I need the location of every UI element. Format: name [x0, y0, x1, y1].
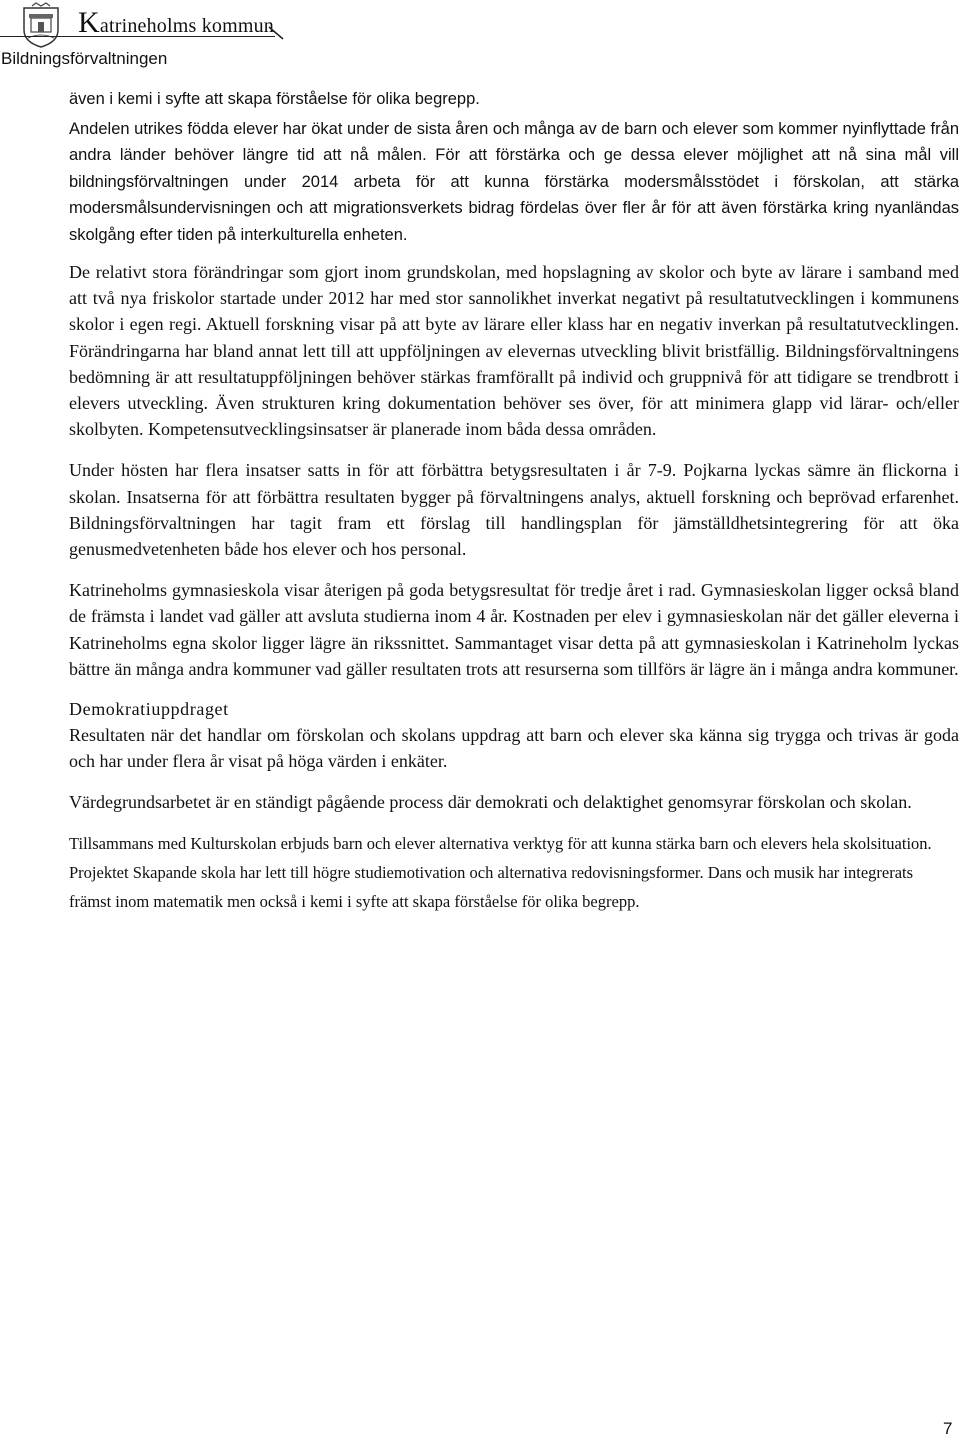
paragraph-3: De relativt stora förändringar som gjort inom grundskolan, med hopslagning av skolor och byte av lärare i samband med att två nya friskolor startade under 2012 har med stor sannolikhet inverkat negativt på resultatutvecklingen i kommunens skolor i egen regi. Aktuell forskning visar på att byte av lärare eller klass har en negativ inverkan på resultatutvecklingen. Förändringarna har bland annat lett till att uppföljningen av elevernas utveckling blivit bristfällig. Bildningsförvaltningens bedömning är att resultatuppföljningen behöver stärkas framförallt på individ och gruppnivå för att tidigare se trendbrott i elevers utveckling. Även strukturen kring dokumentation behöver ses över, för att minimera glapp vid lärar- och/eller skolbyten. Kompetensutvecklingsinsatser är planerade inom båda dessa områden. — [69, 262, 959, 440]
paragraph-2: Andelen utrikes födda elever har ökat under de sista åren och många av de barn och elever som kommer nyinflyttade från andra länder behöver längre tid att nå målen. För att förstärka och ge dessa elever möjlighet att nå sina mål vill bildningsförvaltningen under 2014 arbeta för att kunna förstärka modersmålsstödet i förskolan, att stärka modersmålsundervisningen och att migrationsverkets bidrag fördelas över fler år för att även förstärka kring nyanländas skolgång efter tiden på interkulturella enheten. — [69, 119, 959, 244]
paragraph-7: Värdegrundsarbetet är en ständigt pågående process där demokrati och delaktighet genomsyrar förskolan och skolan. — [69, 792, 912, 813]
section-heading: Demokratiuppdraget — [69, 699, 229, 720]
paragraph-1: även i kemi i syfte att skapa förståelse för olika begrepp. — [69, 90, 480, 108]
paragraph-8: Tillsammans med Kulturskolan erbjuds barn och elever alternativa verktyg för att kunna stärka barn och elevers hela skolsituation. Projektet Skapande skola har lett till högre studiemotivation och alternativa redovisningsformer. Dans och musik har integrerats främst inom matematik men också i kemi i syfte att skapa förståelse för olika begrepp. — [69, 833, 932, 911]
header-rule — [0, 36, 275, 37]
department-name: Bildningsförvaltningen — [1, 49, 168, 68]
paragraph-4: Under hösten har flera insatser satts in för att förbättra betygsresultaten i år 7-9. Pojkarna lyckas sämre än flickorna i skolan. Insatserna för att förbättra resultaten bygger på förvaltningens analys, aktuell forskning och beprövad erfarenhet. Bildningsförvaltningen har tagit fram ett förslag till handlingsplan för jämställdhetsintegrering för att öka genusmedvetenheten både hos elever och hos personal. — [69, 460, 959, 560]
header-flourish — [268, 26, 284, 40]
paragraph-5: Katrineholms gymnasieskola visar återigen på goda betygsresultat för tredje året i rad. Gymnasieskolan ligger också bland de främsta i landet vad gäller att avsluta studierna inom 4 år. Kostnaden per elev i gymnasieskolan när det gäller eleverna i Katrineholms egna skolor ligger lägre än rikssnittet. Sammantaget visar detta på att gymnasieskolan i Katrineholm lyckas bättre än många andra kommuner vad gäller resultaten trots att resurserna som tillförs är lägre än i många andra kommuner. — [69, 580, 959, 679]
page-header — [0, 0, 960, 72]
page-number: 7 — [943, 1419, 953, 1438]
crest-logo-icon — [18, 2, 64, 48]
paragraph-6: Resultaten när det handlar om förskolan och skolans uppdrag att barn och elever ska känna sig trygga och trivas är goda och har under flera år visat på höga värden i enkäter. — [69, 725, 959, 772]
document-body — [69, 86, 959, 916]
kommun-name: Katrineholms kommun — [78, 6, 275, 39]
